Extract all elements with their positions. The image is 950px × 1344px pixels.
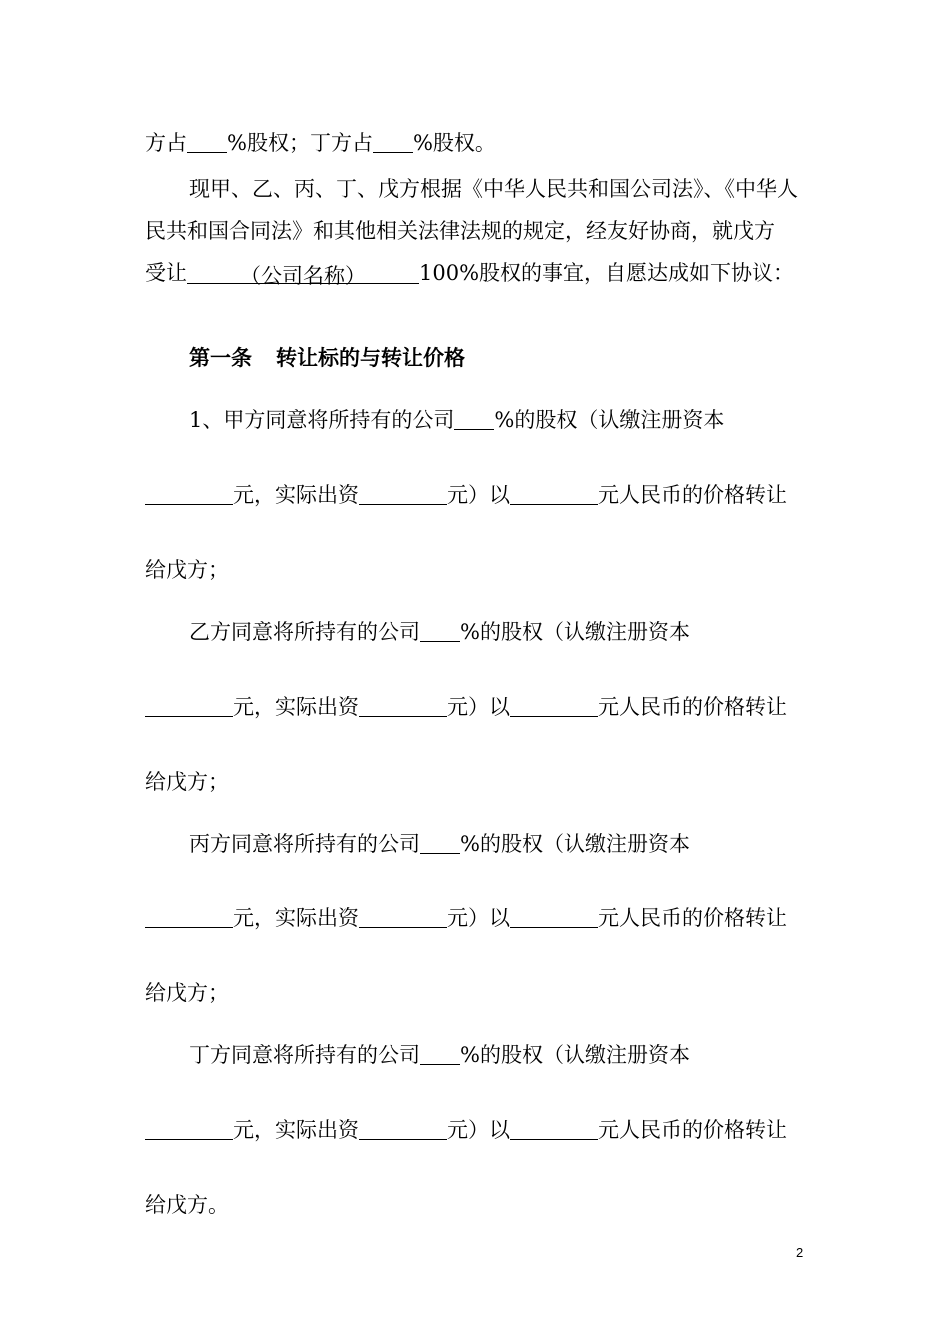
clause-item-4-line3: 给戊方。 — [145, 1193, 229, 1217]
text: 元人民币的价格转让 — [598, 906, 787, 930]
clause-item-2-line3: 给戊方； — [145, 770, 229, 794]
text: 1、甲方同意将所持有的公司 — [189, 408, 455, 432]
blank-field — [510, 694, 598, 717]
blank-field — [359, 905, 447, 928]
text: 元）以 — [447, 695, 510, 719]
clause-item-2-line1 — [189, 617, 690, 647]
clause-item-1-line1 — [189, 405, 724, 435]
text: %的股权（认缴注册资本 — [494, 408, 725, 432]
paragraph-intro-line2: 民共和国合同法》和其他相关法律法规的规定，经友好协商，就戊方 — [145, 219, 775, 243]
article-number: 第一条 — [189, 345, 252, 370]
blank-field — [420, 1042, 460, 1065]
text: 方占 — [145, 131, 187, 155]
clause-item-3-line1 — [189, 829, 690, 859]
text: %股权；丁方占 — [227, 131, 373, 155]
clause-item-2-line2 — [145, 692, 787, 722]
blank-field — [510, 905, 598, 928]
text: 元，实际出资 — [233, 906, 359, 930]
text: 元人民币的价格转让 — [598, 1118, 787, 1142]
blank-field — [359, 482, 447, 505]
clause-item-3-line3: 给戊方； — [145, 981, 229, 1005]
blank-field — [420, 619, 460, 642]
text: 丙方同意将所持有的公司 — [189, 832, 420, 856]
clause-item-3-line2 — [145, 903, 787, 933]
text: 100%股权的事宜，自愿达成如下协议： — [419, 261, 795, 285]
paragraph-shareholding-line — [145, 128, 496, 158]
text: %的股权（认缴注册资本 — [460, 1043, 690, 1067]
blank-field — [510, 1117, 598, 1140]
blank-field — [454, 407, 494, 430]
text: 丁方同意将所持有的公司 — [189, 1043, 420, 1067]
text: 元，实际出资 — [233, 1118, 359, 1142]
blank-field — [145, 905, 233, 928]
text: %的股权（认缴注册资本 — [460, 832, 690, 856]
text: 元）以 — [447, 1118, 510, 1142]
blank-field — [187, 130, 227, 153]
text: 元，实际出资 — [233, 695, 359, 719]
text: 元）以 — [447, 483, 510, 507]
blank-field — [359, 694, 447, 717]
article-heading — [189, 343, 465, 373]
text: 元，实际出资 — [233, 483, 359, 507]
company-name-blank: （公司名称） — [187, 261, 419, 284]
blank-field — [145, 482, 233, 505]
text: 元）以 — [447, 906, 510, 930]
paragraph-intro-line3 — [145, 258, 794, 288]
blank-field — [373, 130, 413, 153]
text: %股权。 — [412, 131, 496, 155]
text: 元人民币的价格转让 — [598, 695, 787, 719]
page-number: 2 — [796, 1245, 804, 1260]
paragraph-intro-line1: 现甲、乙、丙、丁、戊方根据《中华人民共和国公司法》、《中华人 — [189, 177, 798, 201]
text: 元人民币的价格转让 — [598, 483, 787, 507]
clause-item-4-line1 — [189, 1040, 690, 1070]
text: 受让 — [145, 261, 187, 285]
blank-field — [145, 1117, 233, 1140]
clause-item-1-line2 — [145, 480, 787, 510]
blank-field — [145, 694, 233, 717]
blank-field — [420, 831, 460, 854]
blank-field — [359, 1117, 447, 1140]
article-title: 转让标的与转让价格 — [276, 345, 465, 370]
blank-field — [510, 482, 598, 505]
text: %的股权（认缴注册资本 — [460, 620, 690, 644]
text: 乙方同意将所持有的公司 — [189, 620, 420, 644]
clause-item-4-line2 — [145, 1115, 787, 1145]
clause-item-1-line3: 给戊方； — [145, 558, 229, 582]
